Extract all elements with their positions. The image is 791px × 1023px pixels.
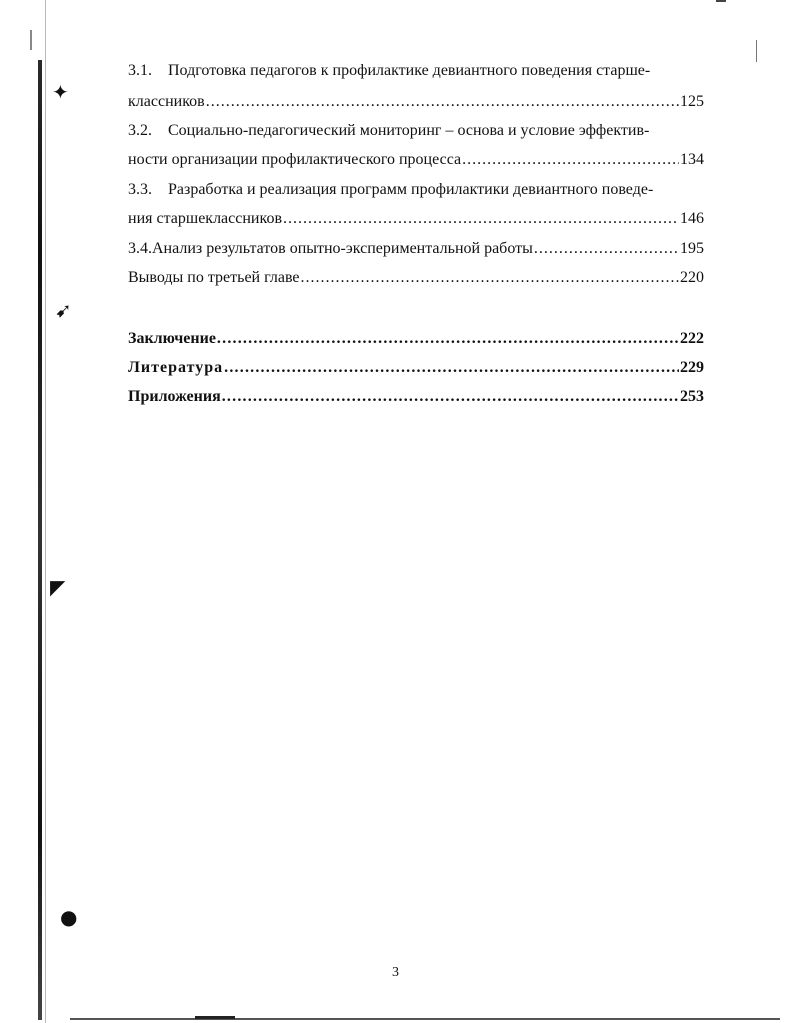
scan-bottom-edge [70,1018,780,1020]
toc-entry-title: Социально-педагогический мониторинг – основа и условие эффектив- [168,122,650,139]
punch-hole-icon: ● [60,905,78,929]
punch-hole-icon: ◤ [50,575,66,599]
toc-section-conclusion [128,329,704,349]
toc-page-number: 220 [680,269,704,286]
dot-leader [224,358,679,378]
scan-mark [30,30,32,50]
toc-section-literature [128,358,704,378]
toc-page-number: 229 [680,359,704,376]
toc-entry-title: Анализ результатов опытно-экспериментальной работы [152,240,533,257]
toc-entry-3-4 [128,239,704,259]
toc-entry-3-2-continuation [128,150,704,170]
toc-entry-chapter-conclusions [128,268,704,288]
punch-hole-icon: ✦ [52,80,69,104]
scan-edge-line [45,0,46,1023]
toc-entry-3-1-continuation [128,92,704,112]
toc-entry-title-cont: ности организации профилактического процесса [128,151,462,168]
scan-mark [195,1016,235,1019]
toc-entry-title: Выводы по третьей главе [128,269,300,286]
toc-page-number: 134 [680,151,704,168]
toc-entry-title: Подготовка педагогов к профилактике девиантного поведения старше- [168,62,651,79]
toc-section-title: Приложения [128,388,221,405]
scan-mark [756,40,757,62]
dot-leader [534,239,679,259]
toc-entry-3-2 [128,121,704,141]
scan-mark [716,0,726,2]
toc-page-number: 125 [680,93,704,110]
dot-leader [283,209,679,229]
toc-entry-number: 3.3. [128,181,152,198]
toc-page-number: 222 [680,330,704,347]
toc-entry-3-3 [128,180,704,200]
dot-leader [222,387,679,407]
toc-section-title: Заключение [128,330,216,347]
dot-leader [206,92,679,112]
toc-entry-number: 3.4. [128,240,152,257]
toc-page-number: 195 [680,240,704,257]
toc-entry-3-3-continuation [128,209,704,229]
toc-page-number: 253 [680,388,704,405]
toc-entry-title-cont: классников [128,93,205,110]
toc-entry-title-cont: ния старшеклассников [128,210,282,227]
dot-leader [462,150,679,170]
toc-section-appendices [128,387,704,407]
toc-entry-title: Разработка и реализация программ профилактики девиантного поведе- [168,181,654,198]
page-number: 3 [392,965,399,980]
toc-section-title: Литература [128,359,224,376]
toc-page-number: 146 [680,210,704,227]
dot-leader [301,268,680,288]
dot-leader [217,329,679,349]
punch-hole-icon: ➹ [55,298,72,322]
toc-entry-number: 3.2. [128,122,152,139]
toc-entry-number: 3.1. [128,62,152,79]
toc-entry-3-1 [128,61,704,81]
scan-binding-edge [38,60,42,1020]
